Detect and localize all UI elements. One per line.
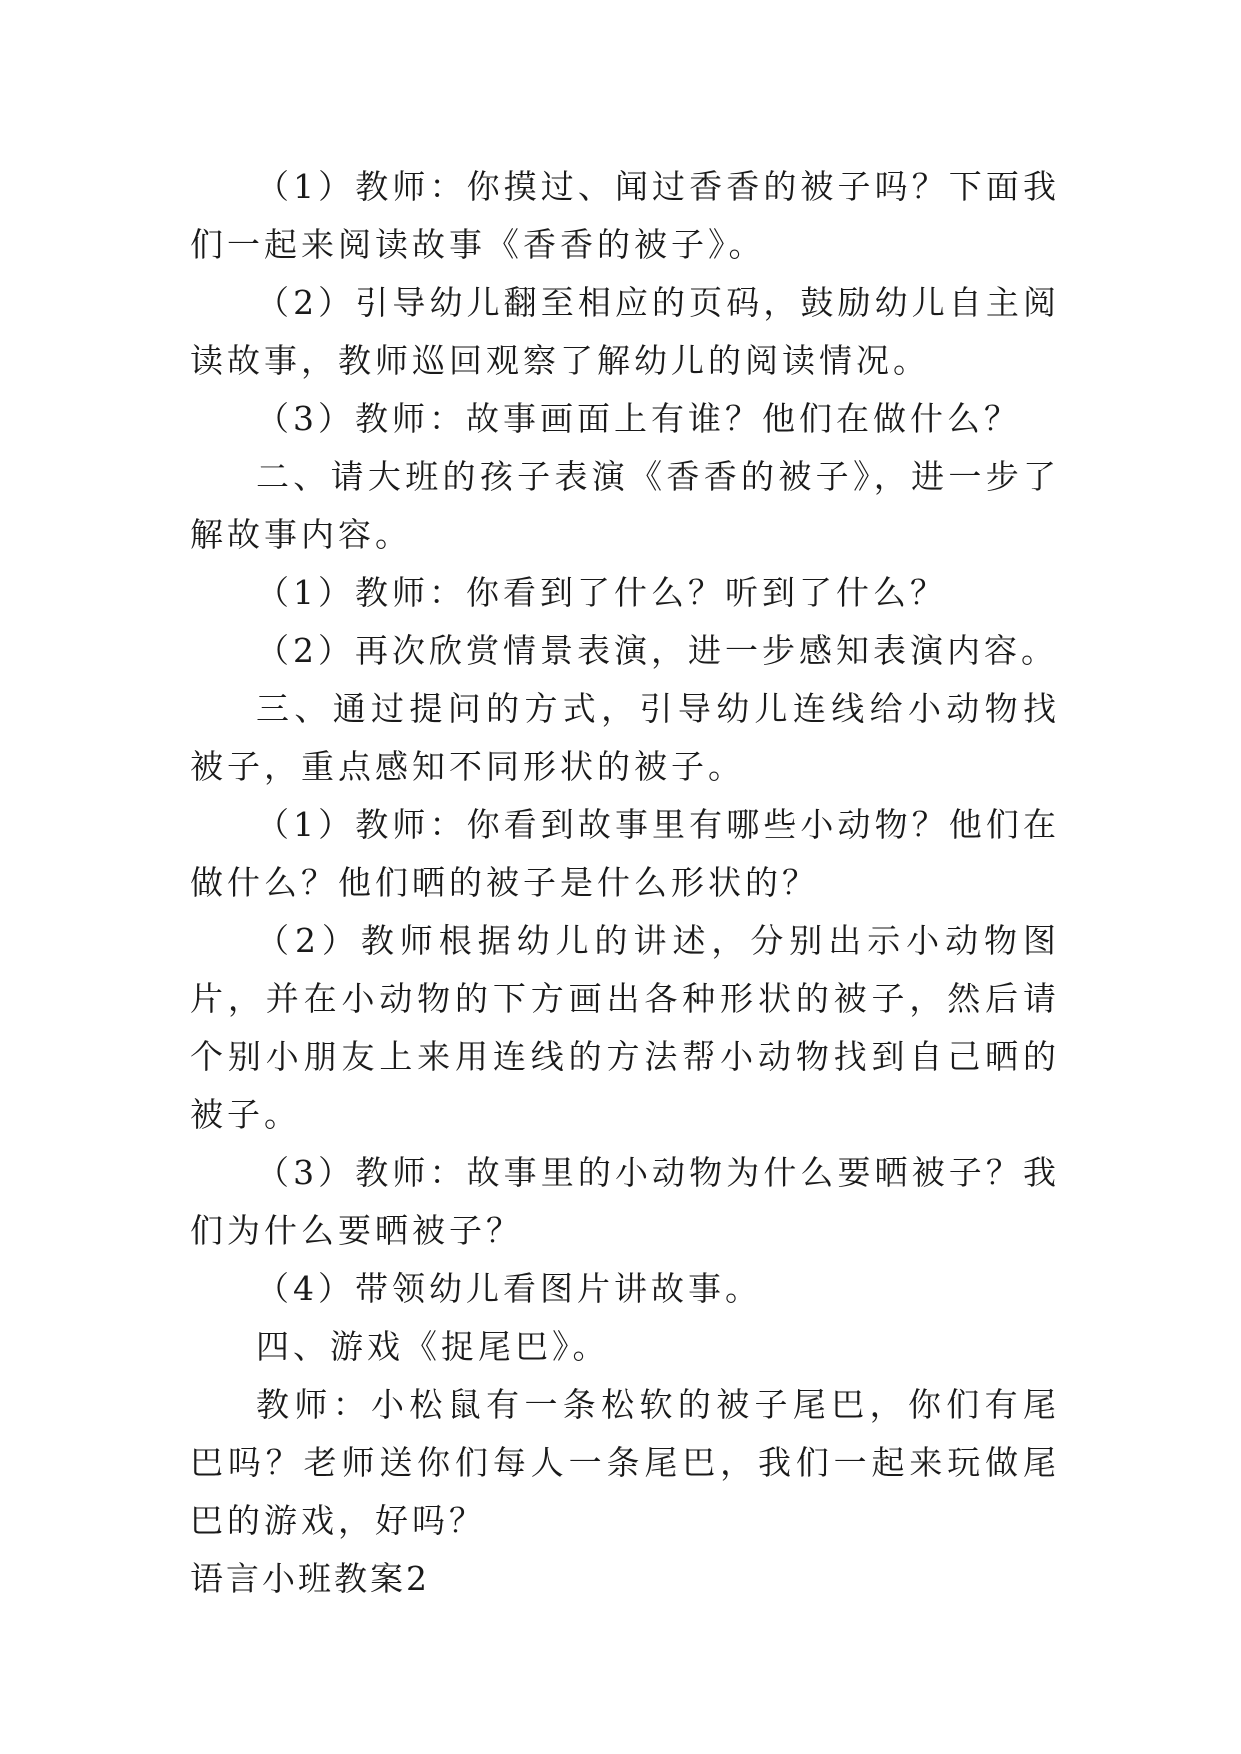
- paragraph-8: （1）教师：你看到故事里有哪些小动物？他们在做什么？他们晒的被子是什么形状的？: [190, 805, 1060, 902]
- paragraph-2: （2）引导幼儿翻至相应的页码，鼓励幼儿自主阅读故事，教师巡回观察了解幼儿的阅读情况。: [190, 283, 1060, 380]
- paragraph-3: （3）教师：故事画面上有谁？他们在做什么？: [256, 399, 1021, 438]
- paragraph-6: （2）再次欣赏情景表演，进一步感知表演内容。: [256, 631, 1058, 670]
- document-body: [190, 158, 1060, 1608]
- paragraph-5: （1）教师：你看到了什么？听到了什么？: [256, 573, 947, 612]
- paragraph-13: 教师：小松鼠有一条松软的被子尾巴，你们有尾巴吗？老师送你们每人一条尾巴，我们一起来玩做尾巴的游戏，好吗？: [190, 1385, 1060, 1540]
- section-two-heading: 二、请大班的孩子表演《香香的被子》，进一步了解故事内容。: [190, 457, 1060, 554]
- paragraph-1: （1）教师：你摸过、闻过香香的被子吗？下面我们一起来阅读故事《香香的被子》。: [190, 167, 1060, 264]
- section-three-heading: 三、通过提问的方式，引导幼儿连线给小动物找被子，重点感知不同形状的被子。: [190, 689, 1060, 786]
- paragraph-10: （3）教师：故事里的小动物为什么要晒被子？我们为什么要晒被子？: [190, 1153, 1060, 1250]
- section-four-heading: 四、游戏《捉尾巴》。: [256, 1327, 610, 1366]
- next-lesson-heading: 语言小班教案2: [190, 1559, 430, 1598]
- paragraph-9: （2）教师根据幼儿的讲述，分别出示小动物图片，并在小动物的下方画出各种形状的被子，然后请个别小朋友上来用连线的方法帮小动物找到自己晒的被子。: [190, 921, 1060, 1134]
- paragraph-11: （4）带领幼儿看图片讲故事。: [256, 1269, 762, 1308]
